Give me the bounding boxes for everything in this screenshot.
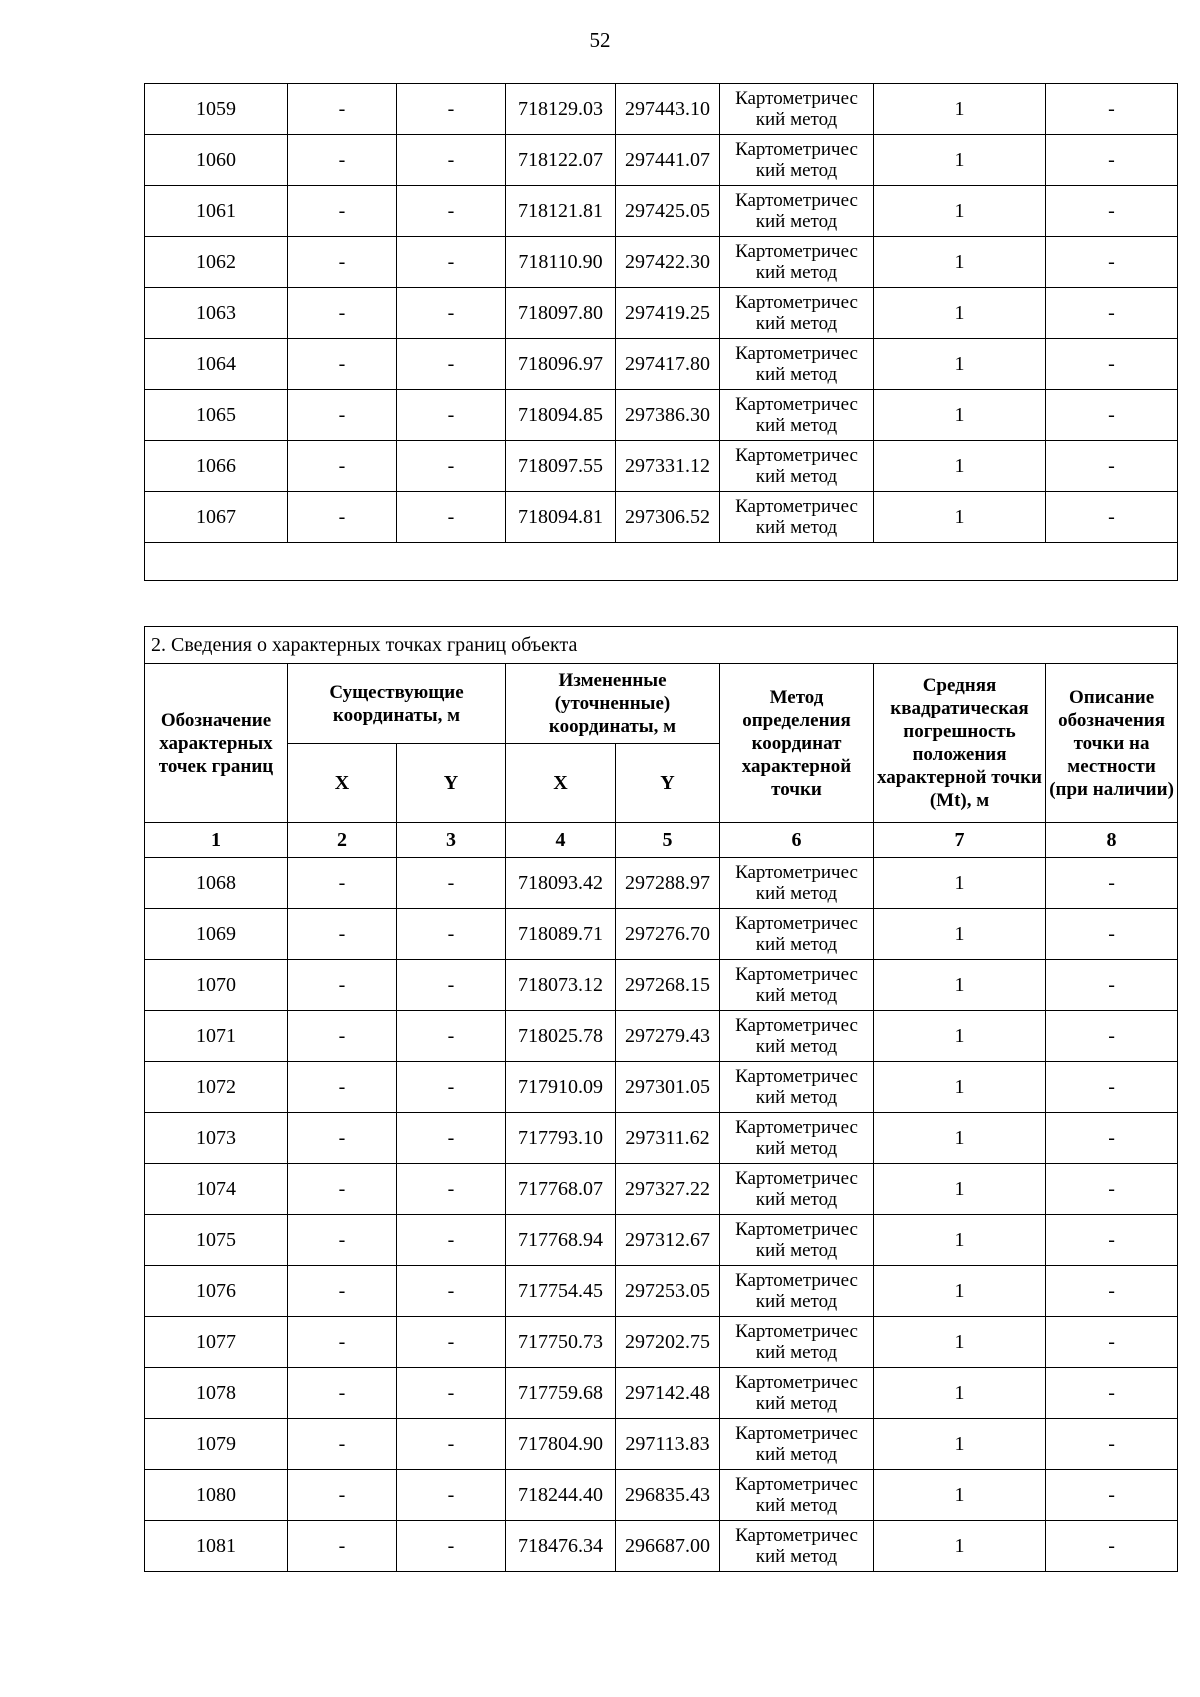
existing-x-cell: - <box>288 492 397 543</box>
column-number: 2 <box>288 823 397 858</box>
point-id-cell: 1065 <box>145 390 288 441</box>
accuracy-cell: 1 <box>874 390 1046 441</box>
existing-y-cell: - <box>397 858 506 909</box>
changed-y-cell: 297202.75 <box>616 1317 720 1368</box>
table-row <box>145 1215 1178 1266</box>
description-cell: - <box>1046 909 1178 960</box>
existing-y-cell: - <box>397 1368 506 1419</box>
changed-y-cell: 297311.62 <box>616 1113 720 1164</box>
method-text-line2: кий метод <box>755 1036 838 1057</box>
table-row <box>145 960 1178 1011</box>
method-text-line1: Картометричес <box>735 1168 858 1189</box>
point-id-cell: 1066 <box>145 441 288 492</box>
changed-y-cell: 297331.12 <box>616 441 720 492</box>
point-id-cell: 1059 <box>145 84 288 135</box>
method-text-line2: кий метод <box>755 415 838 436</box>
existing-y-cell: - <box>397 1266 506 1317</box>
boundary-points-table <box>144 626 1178 1572</box>
method-text-line2: кий метод <box>755 985 838 1006</box>
page-number: 52 <box>589 28 611 52</box>
point-id-cell: 1073 <box>145 1113 288 1164</box>
table-row <box>145 1317 1178 1368</box>
accuracy-cell: 1 <box>874 186 1046 237</box>
existing-y-cell: - <box>397 1164 506 1215</box>
existing-y-cell: - <box>397 1011 506 1062</box>
method-text-line1: Картометричес <box>735 1321 858 1342</box>
accuracy-cell: 1 <box>874 441 1046 492</box>
table-row <box>145 1113 1178 1164</box>
existing-y-cell: - <box>397 1062 506 1113</box>
method-text-line1: Картометричес <box>735 139 858 160</box>
method-cell <box>720 960 874 1011</box>
method-text-line1: Картометричес <box>735 1219 858 1240</box>
method-text-line1: Картометричес <box>735 241 858 262</box>
changed-x-cell: 718097.55 <box>506 441 616 492</box>
description-cell: - <box>1046 960 1178 1011</box>
accuracy-cell: 1 <box>874 1419 1046 1470</box>
method-text-line2: кий метод <box>755 160 838 181</box>
changed-y-cell: 297113.83 <box>616 1419 720 1470</box>
description-cell: - <box>1046 186 1178 237</box>
description-cell: - <box>1046 1164 1178 1215</box>
table-row <box>145 1368 1178 1419</box>
existing-x-cell: - <box>288 1011 397 1062</box>
method-text-line1: Картометричес <box>735 1066 858 1087</box>
method-cell <box>720 186 874 237</box>
point-id-cell: 1077 <box>145 1317 288 1368</box>
existing-y-cell: - <box>397 441 506 492</box>
method-text-line1: Картометричес <box>735 964 858 985</box>
header-existing-y: Y <box>397 744 506 823</box>
point-id-cell: 1075 <box>145 1215 288 1266</box>
table-caption: 2. Сведения о характерных точках границ объекта <box>145 627 1178 664</box>
header-existing-coords: Существующие координаты, м <box>288 664 506 744</box>
changed-y-cell: 297422.30 <box>616 237 720 288</box>
method-text-line2: кий метод <box>755 313 838 334</box>
table-row <box>145 186 1178 237</box>
existing-x-cell: - <box>288 390 397 441</box>
accuracy-cell: 1 <box>874 1062 1046 1113</box>
changed-x-cell: 718073.12 <box>506 960 616 1011</box>
changed-x-cell: 717768.94 <box>506 1215 616 1266</box>
accuracy-cell: 1 <box>874 237 1046 288</box>
description-cell: - <box>1046 1062 1178 1113</box>
changed-x-cell: 718110.90 <box>506 237 616 288</box>
method-cell <box>720 135 874 186</box>
header-designation: Обозначение характерных точек границ <box>145 664 288 823</box>
header-changed-coords: Измененные (уточненные) координаты, м <box>506 664 720 744</box>
existing-x-cell: - <box>288 1266 397 1317</box>
changed-y-cell: 297386.30 <box>616 390 720 441</box>
method-text-line1: Картометричес <box>735 1117 858 1138</box>
changed-x-cell: 718121.81 <box>506 186 616 237</box>
method-cell <box>720 1011 874 1062</box>
accuracy-cell: 1 <box>874 1266 1046 1317</box>
method-text-line1: Картометричес <box>735 1474 858 1495</box>
method-text-line2: кий метод <box>755 466 838 487</box>
method-text-line1: Картометричес <box>735 88 858 109</box>
point-id-cell: 1069 <box>145 909 288 960</box>
table-row <box>145 339 1178 390</box>
header-changed-x: X <box>506 744 616 823</box>
changed-y-cell: 297417.80 <box>616 339 720 390</box>
existing-y-cell: - <box>397 339 506 390</box>
table1-body <box>145 84 1178 543</box>
existing-x-cell: - <box>288 441 397 492</box>
point-id-cell: 1080 <box>145 1470 288 1521</box>
accuracy-cell: 1 <box>874 858 1046 909</box>
table2-body <box>145 858 1178 1572</box>
accuracy-cell: 1 <box>874 1113 1046 1164</box>
point-id-cell: 1064 <box>145 339 288 390</box>
description-cell: - <box>1046 1470 1178 1521</box>
existing-y-cell: - <box>397 1521 506 1572</box>
table1-empty-row <box>145 543 1178 581</box>
existing-x-cell: - <box>288 960 397 1011</box>
table-row <box>145 1164 1178 1215</box>
method-text-line1: Картометричес <box>735 343 858 364</box>
accuracy-cell: 1 <box>874 288 1046 339</box>
method-text-line1: Картометричес <box>735 1525 858 1546</box>
method-text-line2: кий метод <box>755 1138 838 1159</box>
column-number: 6 <box>720 823 874 858</box>
method-text-line2: кий метод <box>755 517 838 538</box>
existing-x-cell: - <box>288 186 397 237</box>
description-cell: - <box>1046 339 1178 390</box>
changed-x-cell: 717804.90 <box>506 1419 616 1470</box>
point-id-cell: 1061 <box>145 186 288 237</box>
method-text-line1: Картометричес <box>735 394 858 415</box>
method-cell <box>720 1164 874 1215</box>
description-cell: - <box>1046 1317 1178 1368</box>
point-id-cell: 1070 <box>145 960 288 1011</box>
table-row <box>145 1521 1178 1572</box>
method-cell <box>720 1062 874 1113</box>
description-cell: - <box>1046 390 1178 441</box>
column-number: 5 <box>616 823 720 858</box>
changed-y-cell: 297327.22 <box>616 1164 720 1215</box>
method-cell <box>720 1113 874 1164</box>
header-accuracy: Средняя квадратическая погрешность положения характерной точки (Mt), м <box>874 664 1046 823</box>
description-cell: - <box>1046 858 1178 909</box>
method-cell <box>720 1317 874 1368</box>
table-row <box>145 237 1178 288</box>
method-text-line2: кий метод <box>755 211 838 232</box>
changed-x-cell: 717768.07 <box>506 1164 616 1215</box>
method-cell <box>720 1521 874 1572</box>
existing-y-cell: - <box>397 1470 506 1521</box>
existing-x-cell: - <box>288 1164 397 1215</box>
description-cell: - <box>1046 135 1178 186</box>
changed-x-cell: 718096.97 <box>506 339 616 390</box>
existing-x-cell: - <box>288 858 397 909</box>
table-row <box>145 288 1178 339</box>
existing-x-cell: - <box>288 1215 397 1266</box>
description-cell: - <box>1046 1521 1178 1572</box>
changed-y-cell: 297419.25 <box>616 288 720 339</box>
table-row <box>145 858 1178 909</box>
description-cell: - <box>1046 288 1178 339</box>
table-row <box>145 390 1178 441</box>
method-text-line2: кий метод <box>755 1342 838 1363</box>
method-text-line1: Картометричес <box>735 190 858 211</box>
accuracy-cell: 1 <box>874 1521 1046 1572</box>
accuracy-cell: 1 <box>874 135 1046 186</box>
changed-y-cell: 297279.43 <box>616 1011 720 1062</box>
existing-y-cell: - <box>397 1113 506 1164</box>
column-number: 3 <box>397 823 506 858</box>
method-text-line1: Картометричес <box>735 1270 858 1291</box>
method-cell <box>720 1470 874 1521</box>
changed-x-cell: 717754.45 <box>506 1266 616 1317</box>
method-text-line1: Картометричес <box>735 1423 858 1444</box>
point-id-cell: 1067 <box>145 492 288 543</box>
method-cell <box>720 858 874 909</box>
column-number: 8 <box>1046 823 1178 858</box>
column-numbers-row <box>145 823 1178 858</box>
method-text-line1: Картометричес <box>735 1015 858 1036</box>
table-row <box>145 1419 1178 1470</box>
method-cell <box>720 909 874 960</box>
table-row <box>145 1011 1178 1062</box>
accuracy-cell: 1 <box>874 84 1046 135</box>
table-row <box>145 909 1178 960</box>
changed-y-cell: 297443.10 <box>616 84 720 135</box>
existing-x-cell: - <box>288 1470 397 1521</box>
existing-x-cell: - <box>288 1113 397 1164</box>
method-cell <box>720 441 874 492</box>
changed-y-cell: 297253.05 <box>616 1266 720 1317</box>
existing-y-cell: - <box>397 909 506 960</box>
method-text-line2: кий метод <box>755 262 838 283</box>
existing-x-cell: - <box>288 339 397 390</box>
accuracy-cell: 1 <box>874 492 1046 543</box>
accuracy-cell: 1 <box>874 909 1046 960</box>
existing-x-cell: - <box>288 84 397 135</box>
method-text-line1: Картометричес <box>735 292 858 313</box>
existing-y-cell: - <box>397 288 506 339</box>
method-text-line2: кий метод <box>755 1393 838 1414</box>
changed-x-cell: 718093.42 <box>506 858 616 909</box>
existing-x-cell: - <box>288 1062 397 1113</box>
existing-y-cell: - <box>397 135 506 186</box>
point-id-cell: 1062 <box>145 237 288 288</box>
method-cell <box>720 1368 874 1419</box>
table-row <box>145 84 1178 135</box>
points-table-continued <box>144 83 1178 581</box>
changed-y-cell: 297142.48 <box>616 1368 720 1419</box>
point-id-cell: 1072 <box>145 1062 288 1113</box>
changed-x-cell: 717759.68 <box>506 1368 616 1419</box>
existing-x-cell: - <box>288 1521 397 1572</box>
table-row <box>145 1470 1178 1521</box>
existing-y-cell: - <box>397 960 506 1011</box>
existing-x-cell: - <box>288 288 397 339</box>
method-cell <box>720 288 874 339</box>
description-cell: - <box>1046 1113 1178 1164</box>
method-text-line2: кий метод <box>755 1444 838 1465</box>
point-id-cell: 1063 <box>145 288 288 339</box>
changed-x-cell: 717750.73 <box>506 1317 616 1368</box>
point-id-cell: 1071 <box>145 1011 288 1062</box>
method-text-line1: Картометричес <box>735 445 858 466</box>
accuracy-cell: 1 <box>874 1215 1046 1266</box>
description-cell: - <box>1046 1215 1178 1266</box>
description-cell: - <box>1046 84 1178 135</box>
changed-y-cell: 296835.43 <box>616 1470 720 1521</box>
header-method: Метод определения координат характерной точки <box>720 664 874 823</box>
method-cell <box>720 390 874 441</box>
column-number: 4 <box>506 823 616 858</box>
table-row <box>145 492 1178 543</box>
method-text-line2: кий метод <box>755 364 838 385</box>
existing-y-cell: - <box>397 1317 506 1368</box>
changed-x-cell: 718094.85 <box>506 390 616 441</box>
accuracy-cell: 1 <box>874 1368 1046 1419</box>
existing-x-cell: - <box>288 1368 397 1419</box>
point-id-cell: 1078 <box>145 1368 288 1419</box>
method-text-line1: Картометричес <box>735 862 858 883</box>
column-number: 1 <box>145 823 288 858</box>
changed-x-cell: 718122.07 <box>506 135 616 186</box>
existing-x-cell: - <box>288 135 397 186</box>
changed-y-cell: 297306.52 <box>616 492 720 543</box>
method-cell <box>720 492 874 543</box>
method-text-line2: кий метод <box>755 1546 838 1567</box>
header-existing-x: X <box>288 744 397 823</box>
existing-y-cell: - <box>397 390 506 441</box>
changed-x-cell: 718097.80 <box>506 288 616 339</box>
method-text-line2: кий метод <box>755 1291 838 1312</box>
changed-y-cell: 297301.05 <box>616 1062 720 1113</box>
description-cell: - <box>1046 1419 1178 1470</box>
description-cell: - <box>1046 441 1178 492</box>
existing-y-cell: - <box>397 186 506 237</box>
accuracy-cell: 1 <box>874 1470 1046 1521</box>
header-changed-y: Y <box>616 744 720 823</box>
method-text-line2: кий метод <box>755 1087 838 1108</box>
method-text-line2: кий метод <box>755 1240 838 1261</box>
accuracy-cell: 1 <box>874 1317 1046 1368</box>
existing-y-cell: - <box>397 1215 506 1266</box>
method-text-line2: кий метод <box>755 1189 838 1210</box>
method-cell <box>720 1419 874 1470</box>
column-number: 7 <box>874 823 1046 858</box>
method-cell <box>720 1266 874 1317</box>
point-id-cell: 1060 <box>145 135 288 186</box>
table-row <box>145 135 1178 186</box>
changed-x-cell: 718094.81 <box>506 492 616 543</box>
description-cell: - <box>1046 1368 1178 1419</box>
description-cell: - <box>1046 237 1178 288</box>
method-cell <box>720 84 874 135</box>
description-cell: - <box>1046 492 1178 543</box>
accuracy-cell: 1 <box>874 1011 1046 1062</box>
accuracy-cell: 1 <box>874 339 1046 390</box>
point-id-cell: 1068 <box>145 858 288 909</box>
existing-x-cell: - <box>288 237 397 288</box>
changed-y-cell: 296687.00 <box>616 1521 720 1572</box>
method-cell <box>720 339 874 390</box>
changed-y-cell: 297441.07 <box>616 135 720 186</box>
changed-x-cell: 718476.34 <box>506 1521 616 1572</box>
accuracy-cell: 1 <box>874 960 1046 1011</box>
changed-x-cell: 718244.40 <box>506 1470 616 1521</box>
existing-x-cell: - <box>288 1419 397 1470</box>
accuracy-cell: 1 <box>874 1164 1046 1215</box>
point-id-cell: 1076 <box>145 1266 288 1317</box>
changed-y-cell: 297425.05 <box>616 186 720 237</box>
existing-y-cell: - <box>397 1419 506 1470</box>
changed-y-cell: 297276.70 <box>616 909 720 960</box>
method-cell <box>720 1215 874 1266</box>
changed-x-cell: 718129.03 <box>506 84 616 135</box>
existing-y-cell: - <box>397 237 506 288</box>
table-row <box>145 1266 1178 1317</box>
method-text-line2: кий метод <box>755 109 838 130</box>
description-cell: - <box>1046 1266 1178 1317</box>
method-cell <box>720 237 874 288</box>
method-text-line2: кий метод <box>755 1495 838 1516</box>
method-text-line2: кий метод <box>755 883 838 904</box>
existing-x-cell: - <box>288 1317 397 1368</box>
description-cell: - <box>1046 1011 1178 1062</box>
method-text-line1: Картометричес <box>735 913 858 934</box>
method-text-line1: Картометричес <box>735 1372 858 1393</box>
changed-x-cell: 717910.09 <box>506 1062 616 1113</box>
method-text-line1: Картометричес <box>735 496 858 517</box>
changed-x-cell: 717793.10 <box>506 1113 616 1164</box>
existing-x-cell: - <box>288 909 397 960</box>
existing-y-cell: - <box>397 492 506 543</box>
changed-y-cell: 297268.15 <box>616 960 720 1011</box>
changed-x-cell: 718025.78 <box>506 1011 616 1062</box>
changed-y-cell: 297312.67 <box>616 1215 720 1266</box>
point-id-cell: 1074 <box>145 1164 288 1215</box>
table-row <box>145 1062 1178 1113</box>
header-description: Описание обозначения точки на местности (при наличии) <box>1046 664 1178 823</box>
existing-y-cell: - <box>397 84 506 135</box>
point-id-cell: 1079 <box>145 1419 288 1470</box>
point-id-cell: 1081 <box>145 1521 288 1572</box>
changed-x-cell: 718089.71 <box>506 909 616 960</box>
table-row <box>145 441 1178 492</box>
method-text-line2: кий метод <box>755 934 838 955</box>
changed-y-cell: 297288.97 <box>616 858 720 909</box>
